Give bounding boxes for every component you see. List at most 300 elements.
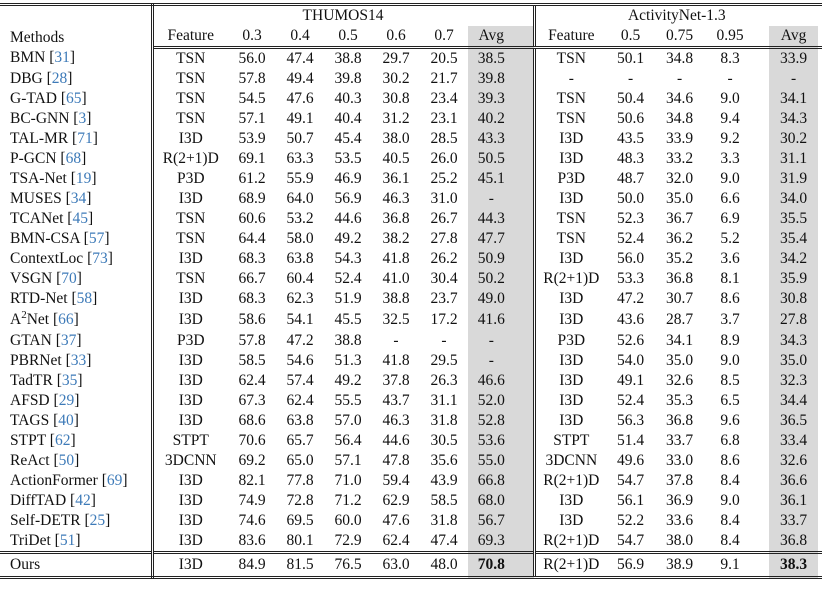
thumos-map: 30.2 (382, 70, 410, 87)
citation-link[interactable]: 50 (58, 452, 75, 469)
citation-link[interactable]: 42 (75, 492, 91, 509)
thumos-map: 68.6 (238, 412, 266, 429)
thumos-map: 57.1 (334, 452, 362, 469)
method-name-cell: BC-GNN [3] (0, 109, 152, 129)
table-row (0, 169, 822, 189)
anet-map: 34.1 (666, 332, 694, 349)
anet-avg: 32.3 (769, 371, 818, 391)
method-name-cell: GTAN [37] (0, 331, 152, 351)
thumos-feature: TSN (176, 70, 206, 87)
anet-map: 6.5 (720, 392, 740, 409)
citation-link[interactable]: 69 (106, 472, 123, 489)
method-name-cell: RTD-Net [58] (0, 289, 152, 309)
citation-link[interactable]: 57 (88, 230, 105, 247)
anet-avg: 33.7 (769, 511, 818, 531)
thumos-map: 59.4 (382, 472, 410, 489)
thumos-map: 53.9 (238, 130, 266, 147)
table-row (0, 129, 822, 149)
thumos-map: 57.4 (286, 372, 314, 389)
thumos-map: 55.9 (286, 170, 314, 187)
anet-map: 8.1 (720, 270, 740, 287)
anet-map: 8.4 (720, 472, 740, 489)
anet-map: 8.5 (720, 372, 740, 389)
citation-link[interactable]: 65 (66, 90, 82, 107)
anet-feature: I3D (534, 289, 607, 309)
thumos-map: 62.4 (238, 372, 266, 389)
thumos-map: 40.5 (382, 150, 410, 167)
anet-map: 6.8 (720, 432, 740, 449)
thumos-avg: 66.8 (468, 471, 534, 491)
thumos-map: 23.4 (430, 90, 458, 107)
citation-link[interactable]: 66 (58, 311, 74, 328)
method-name-cell (0, 553, 152, 578)
thumos-map: 68.3 (238, 250, 266, 267)
thumos-map: 27.8 (430, 230, 458, 247)
thumos-feature: TSN (176, 210, 206, 227)
citation-link[interactable]: 62 (54, 432, 71, 449)
thumos-map: 71.2 (334, 492, 362, 509)
citation-link[interactable]: 40 (58, 412, 74, 429)
thumos-map: 54.3 (334, 250, 362, 267)
thumos-map: 62.9 (382, 492, 410, 509)
table-row (0, 189, 822, 209)
anet-map: 50.6 (617, 110, 645, 127)
anet-feature: I3D (534, 391, 607, 411)
thumos-map: 47.4 (286, 50, 314, 67)
thumos-map: 44.6 (334, 210, 362, 227)
table-row (0, 269, 822, 289)
anet-feature: I3D (534, 309, 607, 331)
thumos-map: 38.8 (382, 290, 410, 307)
citation-link[interactable]: 73 (92, 250, 108, 267)
table-row (0, 149, 822, 169)
thumos-col-header: 0.5 (324, 26, 372, 48)
thumos-header: THUMOS14 (152, 5, 534, 27)
anet-feature: I3D (534, 149, 607, 169)
thumos-feature: P3D (176, 332, 205, 349)
thumos-feature: I3D (178, 372, 203, 389)
methods-header: Methods (0, 5, 152, 48)
thumos-map: 47.8 (382, 452, 410, 469)
anet-map: 53.3 (617, 270, 645, 287)
method-name: VSGN (10, 270, 53, 287)
anet-map: 50.1 (617, 50, 645, 67)
thumos-map: 70.6 (238, 432, 266, 449)
thumos-map: 40.4 (334, 110, 362, 127)
thumos-map: 77.8 (286, 472, 314, 489)
thumos-map: 58.5 (238, 352, 266, 369)
anet-map: 3.7 (720, 311, 740, 328)
anet-feature: R(2+1)D (534, 553, 607, 578)
anet-map: 6.9 (720, 210, 740, 227)
citation-link[interactable]: 29 (58, 392, 75, 409)
thumos-map: 54.5 (238, 90, 266, 107)
thumos-feature: I3D (178, 392, 203, 409)
thumos-col-header: 0.7 (420, 26, 468, 48)
thumos-map: 26.3 (430, 372, 458, 389)
method-name-cell: ReAct [50] (0, 451, 152, 471)
citation-link[interactable]: 25 (89, 512, 106, 529)
thumos-feature: R(2+1)D (162, 150, 219, 167)
anet-feature: TSN (534, 109, 607, 129)
anet-avg: 31.9 (769, 169, 818, 189)
method-name: TAGS (10, 412, 50, 429)
method-name-cell: DiffTAD [42] (0, 491, 152, 511)
thumos-map: 46.3 (382, 412, 410, 429)
method-name: DiffTAD (10, 492, 67, 509)
method-name-cell: $A^2Net$ [66] (0, 309, 152, 331)
thumos-feature: STPT (172, 432, 209, 449)
anet-map: 9.2 (720, 130, 740, 147)
thumos-map: 81.5 (276, 553, 324, 578)
thumos-avg: - (468, 331, 534, 351)
anet-avg: 34.3 (769, 109, 818, 129)
anet-feature: I3D (534, 511, 607, 531)
thumos-map: 46.3 (382, 190, 410, 207)
thumos-col-header: 0.6 (372, 26, 420, 48)
citation-link[interactable]: 3 (78, 110, 87, 127)
method-name-cell: PBRNet [33] (0, 351, 152, 371)
citation-link[interactable]: 31 (54, 49, 70, 67)
anet-feature: TSN (534, 89, 607, 109)
thumos-map: 44.6 (382, 432, 410, 449)
method-name-cell: DBG [28] (0, 69, 152, 89)
anet-feature: I3D (534, 371, 607, 391)
thumos-map: 35.6 (430, 452, 458, 469)
thumos-avg: - (468, 189, 534, 209)
method-name: TriDet (10, 532, 51, 549)
table-row (0, 391, 822, 411)
thumos-map: 20.5 (430, 50, 458, 67)
anet-avg: 30.8 (769, 289, 818, 309)
method-name: MUSES (10, 190, 62, 207)
thumos-map: 61.2 (238, 170, 266, 187)
thumos-map: 37.8 (382, 372, 410, 389)
anet-map: 38.9 (654, 553, 705, 578)
anet-avg: 30.2 (769, 129, 818, 149)
thumos-map: 82.1 (238, 472, 266, 489)
thumos-map: 57.8 (238, 332, 266, 349)
thumos-map: 21.7 (430, 70, 458, 87)
thumos-map: 54.1 (286, 311, 314, 328)
thumos-avg: 53.6 (468, 431, 534, 451)
anet-map: 35.0 (666, 352, 694, 369)
method-name-superscript: 2 (21, 308, 27, 321)
anet-feature: R(2+1)D (534, 531, 607, 553)
thumos-map: 68.3 (238, 290, 266, 307)
thumos-map: 83.6 (238, 532, 266, 549)
thumos-map: 45.4 (334, 130, 362, 147)
thumos-feature: I3D (178, 311, 203, 328)
method-name-cell: TAGS [40] (0, 411, 152, 431)
thumos-avg: 44.3 (468, 209, 534, 229)
thumos-map: 41.8 (382, 250, 410, 267)
method-name: DBG (10, 70, 43, 87)
thumos-feature: I3D (178, 290, 203, 307)
method-name: AFSD (10, 392, 50, 409)
citation-link[interactable]: 70 (61, 270, 77, 287)
method-name: TCANet (10, 210, 64, 227)
anet-map: 56.0 (617, 250, 645, 267)
thumos-avg: 49.0 (468, 289, 534, 309)
thumos-map: 38.8 (334, 50, 362, 67)
anet-col-header: Feature (534, 26, 607, 48)
anet-map: 36.2 (666, 230, 694, 247)
citation-link[interactable]: 28 (51, 70, 68, 87)
anet-map: 9.0 (720, 170, 740, 187)
thumos-map: 26.2 (430, 250, 458, 267)
anet-map: 8.4 (720, 512, 740, 529)
method-name-cell: VSGN [70] (0, 269, 152, 289)
anet-map: 56.1 (617, 492, 645, 509)
thumos-map: 43.9 (430, 472, 458, 489)
anet-map: 30.7 (666, 290, 694, 307)
anet-map: 9.0 (720, 90, 740, 107)
anet-feature: TSN (534, 48, 607, 70)
anet-avg: 31.1 (769, 149, 818, 169)
anet-map: 3.3 (720, 150, 740, 167)
anet-map: 49.6 (617, 452, 645, 469)
table-row (0, 249, 822, 269)
thumos-map: 31.8 (430, 512, 458, 529)
citation-link[interactable]: 45 (72, 210, 88, 227)
anet-feature: TSN (534, 229, 607, 249)
anet-avg: 34.2 (769, 249, 818, 269)
thumos-map: - (441, 332, 447, 349)
anet-map: 52.3 (617, 210, 645, 227)
thumos-avg: 68.0 (468, 491, 534, 511)
table-row (0, 411, 822, 431)
method-name: A (10, 311, 22, 328)
thumos-avg: 69.3 (468, 531, 534, 553)
anet-map: 52.6 (617, 332, 645, 349)
citation-link[interactable]: 68 (65, 150, 82, 167)
thumos-map: 29.5 (430, 352, 458, 369)
thumos-map: 67.3 (238, 392, 266, 409)
thumos-avg: 50.9 (468, 249, 534, 269)
anet-feature: I3D (534, 491, 607, 511)
thumos-map: 36.1 (382, 170, 410, 187)
thumos-map: 17.2 (430, 311, 458, 328)
thumos-map: 46.9 (334, 170, 362, 187)
method-name: Self-DETR (10, 512, 81, 529)
anet-map: - (727, 70, 733, 87)
thumos-feature: I3D (178, 532, 203, 549)
thumos-feature: I3D (178, 352, 203, 369)
anet-map: 43.5 (617, 130, 645, 147)
anet-map: 9.0 (720, 492, 740, 509)
method-name: RTD-Net (10, 290, 68, 307)
thumos-map: 80.1 (286, 532, 314, 549)
anet-map: 3.6 (720, 250, 740, 267)
thumos-map: 29.7 (382, 50, 410, 67)
method-name-cell: ContextLoc [73] (0, 249, 152, 269)
method-name-suffix: Net (26, 311, 50, 328)
anet-feature: I3D (534, 129, 607, 149)
thumos-map: 62.3 (286, 290, 314, 307)
method-name: PBRNet (10, 352, 62, 369)
thumos-map: 84.9 (228, 553, 276, 578)
anet-map: 33.0 (666, 452, 694, 469)
thumos-map: 49.4 (286, 70, 314, 87)
anet-map: 8.3 (720, 50, 740, 67)
thumos-avg: 45.1 (468, 169, 534, 189)
thumos-map: 43.7 (382, 392, 410, 409)
anet-map: 8.9 (720, 332, 740, 349)
method-name-cell: G-TAD [65] (0, 89, 152, 109)
thumos-map: 69.2 (238, 452, 266, 469)
anet-map: 38.0 (666, 532, 694, 549)
anet-avg: 35.4 (769, 229, 818, 249)
citation-link[interactable]: 51 (59, 532, 76, 549)
method-name-cell: Self-DETR [25] (0, 511, 152, 531)
anet-avg: 32.6 (769, 451, 818, 471)
results-table (0, 3, 822, 579)
citation-link[interactable]: 71 (77, 130, 93, 147)
anet-avg: - (769, 69, 818, 89)
anet-map: 48.7 (617, 170, 645, 187)
thumos-map: 31.0 (430, 190, 458, 207)
anet-map: 33.6 (666, 512, 694, 529)
anet-map: 32.6 (666, 372, 694, 389)
thumos-map: 38.2 (382, 230, 410, 247)
table-row (0, 451, 822, 471)
thumos-avg: 38.5 (468, 48, 534, 70)
thumos-map: 57.8 (238, 70, 266, 87)
thumos-map: 39.8 (334, 70, 362, 87)
anet-col-header: 0.5 (607, 26, 654, 48)
thumos-map: 51.3 (334, 352, 362, 369)
anet-map: 6.6 (720, 190, 740, 207)
method-name: P-GCN (10, 150, 57, 167)
anet-map: 33.7 (666, 432, 694, 449)
method-name: BMN-CSA (10, 230, 80, 247)
anet-map: 34.8 (666, 50, 694, 67)
anet-map: 36.8 (666, 270, 694, 287)
thumos-avg: 46.6 (468, 371, 534, 391)
thumos-map: 47.4 (430, 532, 458, 549)
thumos-map: 57.0 (334, 412, 362, 429)
thumos-col-header: 0.3 (228, 26, 276, 48)
citation-link[interactable]: 33 (70, 352, 87, 369)
method-name-cell: ActionFormer [69] (0, 471, 152, 491)
anet-feature: 3DCNN (534, 451, 607, 471)
citation-link[interactable]: 58 (76, 290, 93, 307)
method-name: TSA-Net (10, 170, 67, 187)
anet-map: 35.0 (666, 190, 694, 207)
thumos-map: 65.7 (286, 432, 314, 449)
thumos-map: 56.0 (238, 50, 266, 67)
thumos-map: 47.6 (286, 90, 314, 107)
thumos-map: 23.1 (430, 110, 458, 127)
anet-avg: 33.9 (769, 48, 818, 70)
anet-feature: I3D (534, 189, 607, 209)
anet-map: 50.4 (617, 90, 645, 107)
table-row (0, 331, 822, 351)
anet-map: 28.7 (666, 311, 694, 328)
citation-link[interactable]: 37 (60, 332, 77, 349)
anet-feature: TSN (534, 209, 607, 229)
thumos-map: 30.5 (430, 432, 458, 449)
thumos-map: 63.8 (286, 412, 314, 429)
anet-map: 34.6 (666, 90, 694, 107)
thumos-map: 25.2 (430, 170, 458, 187)
anet-map: - (676, 70, 683, 87)
thumos-feature: TSN (176, 270, 206, 287)
method-name-cell: TSA-Net [19] (0, 169, 152, 189)
anet-map: - (627, 70, 634, 87)
anet-map: 54.0 (617, 352, 645, 369)
method-name: ActionFormer (10, 472, 98, 489)
table-row (0, 69, 822, 89)
table-row (0, 531, 822, 553)
thumos-feature: I3D (178, 412, 203, 429)
thumos-map: 45.5 (334, 311, 362, 328)
anet-avg: 38.3 (769, 553, 818, 578)
thumos-map: 55.5 (334, 392, 362, 409)
anet-map: 34.8 (666, 110, 694, 127)
thumos-map: 26.7 (430, 210, 458, 227)
method-name-cell: P-GCN [68] (0, 149, 152, 169)
thumos-map: 63.3 (286, 150, 314, 167)
method-name: TadTR (10, 372, 53, 389)
method-name-cell: BMN-CSA [57] (0, 229, 152, 249)
anet-map: 52.2 (617, 512, 645, 529)
anet-map: 56.3 (617, 412, 645, 429)
thumos-map: 62.4 (286, 392, 314, 409)
thumos-avg: 50.5 (468, 149, 534, 169)
thumos-feature: TSN (176, 230, 206, 247)
anet-map: 33.2 (666, 150, 694, 167)
table-row (0, 229, 822, 249)
thumos-avg: 43.3 (468, 129, 534, 149)
thumos-feature: I3D (178, 250, 203, 267)
anet-map: 9.0 (720, 352, 740, 369)
table-row (0, 471, 822, 491)
anet-map: 8.6 (720, 290, 740, 307)
thumos-map: 72.9 (334, 532, 362, 549)
method-name: BMN (10, 49, 46, 67)
thumos-map: 63.8 (286, 250, 314, 267)
anet-col-header: Avg (769, 26, 818, 48)
thumos-map: 41.0 (382, 270, 410, 287)
anet-map: 8.6 (720, 452, 740, 469)
thumos-map: 40.3 (334, 90, 362, 107)
anet-map: 5.2 (720, 230, 740, 247)
method-name: BC-GNN (10, 110, 70, 127)
thumos-feature: I3D (178, 512, 203, 529)
citation-link[interactable]: 34 (70, 190, 87, 207)
anet-map: 52.4 (617, 230, 645, 247)
anet-map: 56.9 (607, 553, 654, 578)
thumos-col-header: Feature (152, 26, 228, 48)
thumos-map: 38.0 (382, 130, 410, 147)
thumos-avg: 56.7 (468, 511, 534, 531)
anet-feature: R(2+1)D (534, 269, 607, 289)
thumos-feature: I3D (178, 190, 203, 207)
citation-link[interactable]: 19 (75, 170, 92, 187)
thumos-col-header: 0.4 (276, 26, 324, 48)
thumos-map: 65.0 (286, 452, 314, 469)
thumos-map: 47.2 (286, 332, 314, 349)
anet-avg: 34.0 (769, 189, 818, 209)
thumos-map: 50.7 (286, 130, 314, 147)
thumos-map: 64.0 (286, 190, 314, 207)
anet-map: 49.1 (617, 372, 645, 389)
anet-map: 9.4 (720, 110, 740, 127)
anet-avg: 34.3 (769, 331, 818, 351)
citation-link[interactable]: 35 (61, 372, 78, 389)
